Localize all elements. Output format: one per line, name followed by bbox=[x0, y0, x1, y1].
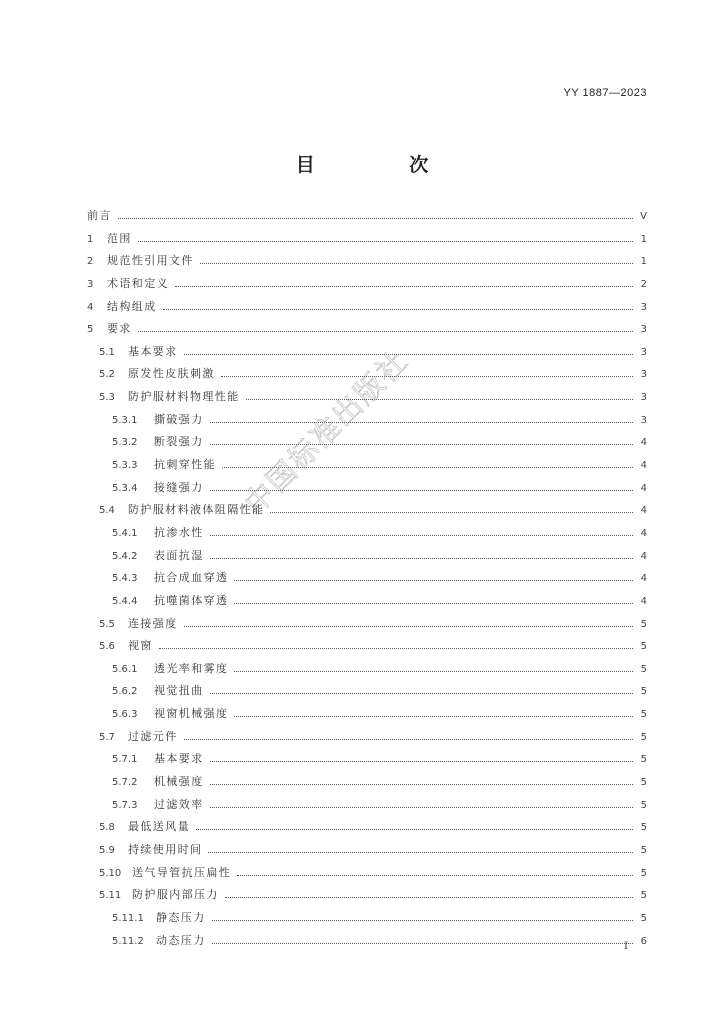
toc-entry[interactable] bbox=[87, 637, 647, 660]
toc-entry-page: 3 bbox=[640, 392, 647, 404]
toc-leader-dots bbox=[208, 851, 633, 853]
toc-entry[interactable] bbox=[87, 230, 647, 253]
toc-entry[interactable] bbox=[87, 298, 647, 321]
toc-entry-page: 5 bbox=[640, 618, 647, 630]
toc-entry[interactable] bbox=[87, 864, 647, 887]
toc-entry[interactable] bbox=[87, 456, 647, 479]
toc-entry[interactable] bbox=[87, 411, 647, 434]
toc-entry-page: 5 bbox=[640, 663, 647, 675]
toc-entry-page: 5 bbox=[640, 890, 647, 902]
toc-entry[interactable] bbox=[87, 547, 647, 570]
toc-entry[interactable] bbox=[87, 773, 647, 796]
toc-entry[interactable] bbox=[87, 660, 647, 683]
toc-entry-title: 持续使用时间 bbox=[128, 842, 203, 856]
toc-entry-page: Ⅴ bbox=[640, 211, 647, 222]
toc-entry-number: 5.7.1 bbox=[112, 754, 138, 766]
toc-entry-page: 4 bbox=[640, 573, 647, 585]
toc-entry[interactable] bbox=[87, 818, 647, 841]
toc-entry-page: 4 bbox=[640, 437, 647, 449]
toc-entry-title: 范围 bbox=[107, 231, 132, 245]
toc-leader-dots bbox=[234, 715, 633, 717]
toc-entry-number: 5.10 bbox=[99, 867, 122, 879]
toc-leader-dots bbox=[210, 806, 633, 808]
toc-entry-title: 防护服材料液体阻隔性能 bbox=[128, 503, 265, 517]
toc-leader-dots bbox=[200, 262, 633, 264]
toc-entry-title: 连接强度 bbox=[128, 616, 178, 630]
toc-entry-number: 5.6.1 bbox=[112, 663, 138, 675]
toc-entry-title: 表面抗湿 bbox=[154, 548, 204, 562]
toc-entry-number: 5.2 bbox=[99, 369, 115, 381]
toc-leader-dots bbox=[184, 738, 633, 740]
toc-entry-page: 1 bbox=[640, 256, 647, 268]
toc-entry[interactable] bbox=[87, 705, 647, 728]
toc-leader-dots bbox=[237, 874, 633, 876]
toc-entry-number: 5.5 bbox=[99, 618, 115, 630]
toc-entry-title: 最低送风量 bbox=[128, 820, 190, 834]
toc-entry[interactable] bbox=[87, 501, 647, 524]
toc-entry-title: 防护服内部压力 bbox=[132, 888, 219, 902]
toc-entry-title: 透光率和雾度 bbox=[154, 661, 229, 675]
toc-leader-dots bbox=[246, 398, 633, 400]
toc-entry-page: 5 bbox=[640, 731, 647, 743]
toc-entry-number: 5.11.2 bbox=[112, 935, 144, 947]
toc-entry-number: 5.9 bbox=[99, 844, 115, 856]
toc-leader-dots bbox=[138, 330, 633, 332]
toc-entry-page: 4 bbox=[640, 460, 647, 472]
toc-entry-number: 1 bbox=[87, 233, 94, 245]
toc-entry-title: 要求 bbox=[107, 322, 132, 336]
toc-entry-number: 5.6.2 bbox=[112, 686, 138, 698]
toc-entry[interactable] bbox=[87, 728, 647, 751]
toc-leader-dots bbox=[212, 919, 633, 921]
toc-entry-title: 机械强度 bbox=[154, 775, 204, 789]
toc-leader-dots bbox=[222, 466, 633, 468]
toc-entry-title: 接缝强力 bbox=[154, 480, 204, 494]
toc-entry-number: 5.6.3 bbox=[112, 709, 138, 721]
toc-entry-page: 5 bbox=[640, 844, 647, 856]
toc-leader-dots bbox=[184, 625, 633, 627]
toc-leader-dots bbox=[196, 828, 633, 830]
toc-leader-dots bbox=[234, 670, 633, 672]
toc-entry-number: 5.11 bbox=[99, 890, 122, 902]
toc-entry-number: 4 bbox=[87, 301, 94, 313]
toc-entry-page: 3 bbox=[640, 301, 647, 313]
toc-leader-dots bbox=[210, 760, 633, 762]
toc-entry-page: 5 bbox=[640, 799, 647, 811]
toc-entry[interactable] bbox=[87, 343, 647, 366]
toc-entry-number: 5.3.4 bbox=[112, 482, 138, 494]
toc-entry-page: 3 bbox=[640, 414, 647, 426]
toc-leader-dots bbox=[138, 240, 633, 242]
toc-entry-number: 5 bbox=[87, 324, 94, 336]
toc-entry-title: 视窗 bbox=[128, 639, 153, 653]
toc-leader-dots bbox=[234, 602, 633, 604]
toc-entry-title: 断裂强力 bbox=[154, 435, 204, 449]
toc-entry-page: 5 bbox=[640, 754, 647, 766]
toc-entry-number: 5.4.3 bbox=[112, 573, 138, 585]
toc-leader-dots bbox=[118, 217, 633, 219]
toc-leader-dots bbox=[270, 511, 633, 513]
toc-leader-dots bbox=[221, 375, 633, 377]
toc-entry[interactable] bbox=[87, 750, 647, 773]
toc-entry-title: 过滤效率 bbox=[154, 797, 204, 811]
toc-entry-page: 5 bbox=[640, 709, 647, 721]
toc-entry-title: 过滤元件 bbox=[128, 729, 178, 743]
toc-entry-page: 5 bbox=[640, 641, 647, 653]
toc-entry-title: 动态压力 bbox=[156, 933, 206, 947]
toc-entry-title: 基本要求 bbox=[154, 752, 204, 766]
toc-entry-number: 5.3.2 bbox=[112, 437, 138, 449]
toc-entry-title: 术语和定义 bbox=[107, 276, 169, 290]
toc-leader-dots bbox=[225, 896, 633, 898]
toc-entry[interactable] bbox=[87, 592, 647, 615]
toc-entry[interactable] bbox=[87, 909, 647, 932]
toc-entry[interactable] bbox=[87, 252, 647, 275]
toc-leader-dots bbox=[184, 353, 633, 355]
toc-entry-page: 1 bbox=[640, 233, 647, 245]
toc-entry-number: 5.8 bbox=[99, 822, 115, 834]
toc-entry-page: 5 bbox=[640, 777, 647, 789]
toc-leader-dots bbox=[210, 421, 633, 423]
toc-entry[interactable] bbox=[87, 479, 647, 502]
toc-entry[interactable] bbox=[87, 275, 647, 298]
toc-entry[interactable] bbox=[87, 388, 647, 411]
toc-entry-page: 3 bbox=[640, 324, 647, 336]
toc-entry[interactable] bbox=[87, 886, 647, 909]
table-of-contents bbox=[87, 207, 647, 954]
toc-entry-title: 送气导管抗压扁性 bbox=[132, 865, 232, 879]
toc-entry-title: 抗噬菌体穿透 bbox=[154, 593, 229, 607]
toc-entry-page: 5 bbox=[640, 912, 647, 924]
toc-entry-page: 6 bbox=[640, 935, 647, 947]
toc-entry-number: 5.4.4 bbox=[112, 595, 138, 607]
toc-leader-dots bbox=[175, 285, 633, 287]
toc-entry-number: 5.3.3 bbox=[112, 460, 138, 472]
toc-entry-page: 3 bbox=[640, 346, 647, 358]
toc-entry-title: 抗合成血穿透 bbox=[154, 571, 229, 585]
toc-entry-title: 防护服材料物理性能 bbox=[128, 390, 240, 404]
toc-entry-number: 5.4 bbox=[99, 505, 115, 517]
toc-leader-dots bbox=[159, 647, 633, 649]
toc-entry[interactable] bbox=[87, 932, 647, 955]
toc-entry-title: 原发性皮肤刺激 bbox=[128, 367, 215, 381]
toc-entry-number: 5.11.1 bbox=[112, 912, 144, 924]
toc-entry-page: 4 bbox=[640, 482, 647, 494]
toc-leader-dots bbox=[210, 692, 633, 694]
toc-entry-number: 5.4.1 bbox=[112, 527, 138, 539]
page-title: 目 次 bbox=[295, 154, 473, 176]
toc-leader-dots bbox=[163, 308, 633, 310]
toc-entry[interactable] bbox=[87, 615, 647, 638]
toc-entry-page: 4 bbox=[640, 505, 647, 517]
toc-entry-title: 视觉扭曲 bbox=[154, 684, 204, 698]
toc-leader-dots bbox=[212, 942, 633, 944]
toc-entry-title: 静态压力 bbox=[156, 910, 206, 924]
toc-entry-page: 4 bbox=[640, 550, 647, 562]
toc-leader-dots bbox=[210, 534, 633, 536]
standard-code: YY 1887—2023 bbox=[563, 87, 647, 99]
toc-entry-number: 5.6 bbox=[99, 641, 115, 653]
toc-entry[interactable] bbox=[87, 682, 647, 705]
toc-entry-page: 4 bbox=[640, 595, 647, 607]
toc-entry[interactable] bbox=[87, 569, 647, 592]
toc-entry-number: 3 bbox=[87, 278, 94, 290]
toc-entry-title: 基本要求 bbox=[128, 344, 178, 358]
toc-entry-title: 前言 bbox=[87, 209, 112, 222]
toc-entry-page: 2 bbox=[640, 278, 647, 290]
toc-entry[interactable] bbox=[87, 524, 647, 547]
toc-leader-dots bbox=[210, 443, 633, 445]
toc-entry-number: 5.3.1 bbox=[112, 414, 138, 426]
toc-entry[interactable] bbox=[87, 433, 647, 456]
toc-entry-page: 5 bbox=[640, 822, 647, 834]
toc-entry[interactable] bbox=[87, 320, 647, 343]
toc-leader-dots bbox=[210, 557, 633, 559]
toc-entry-title: 抗刺穿性能 bbox=[154, 458, 216, 472]
footer-page-number: Ⅰ bbox=[624, 941, 628, 952]
toc-entry-number: 2 bbox=[87, 256, 94, 268]
toc-entry-title: 规范性引用文件 bbox=[107, 254, 194, 268]
toc-entry[interactable] bbox=[87, 841, 647, 864]
toc-entry-number: 5.7.3 bbox=[112, 799, 138, 811]
toc-entry[interactable] bbox=[87, 207, 647, 230]
watermark: 中国标准出版社 bbox=[237, 343, 416, 521]
toc-entry-title: 抗渗水性 bbox=[154, 525, 204, 539]
toc-entry-number: 5.7.2 bbox=[112, 777, 138, 789]
toc-entry-number: 5.4.2 bbox=[112, 550, 138, 562]
toc-leader-dots bbox=[210, 783, 633, 785]
toc-entry-page: 3 bbox=[640, 369, 647, 381]
toc-entry-page: 5 bbox=[640, 686, 647, 698]
toc-entry-number: 5.3 bbox=[99, 392, 115, 404]
toc-entry-title: 结构组成 bbox=[107, 299, 157, 313]
toc-entry-page: 4 bbox=[640, 527, 647, 539]
toc-entry-title: 视窗机械强度 bbox=[154, 707, 229, 721]
toc-entry-page: 5 bbox=[640, 867, 647, 879]
toc-entry-title: 撕破强力 bbox=[154, 412, 204, 426]
toc-entry[interactable] bbox=[87, 365, 647, 388]
toc-entry-number: 5.1 bbox=[99, 346, 115, 358]
toc-entry-number: 5.7 bbox=[99, 731, 115, 743]
toc-leader-dots bbox=[234, 579, 633, 581]
toc-entry[interactable] bbox=[87, 796, 647, 819]
toc-leader-dots bbox=[210, 489, 633, 491]
